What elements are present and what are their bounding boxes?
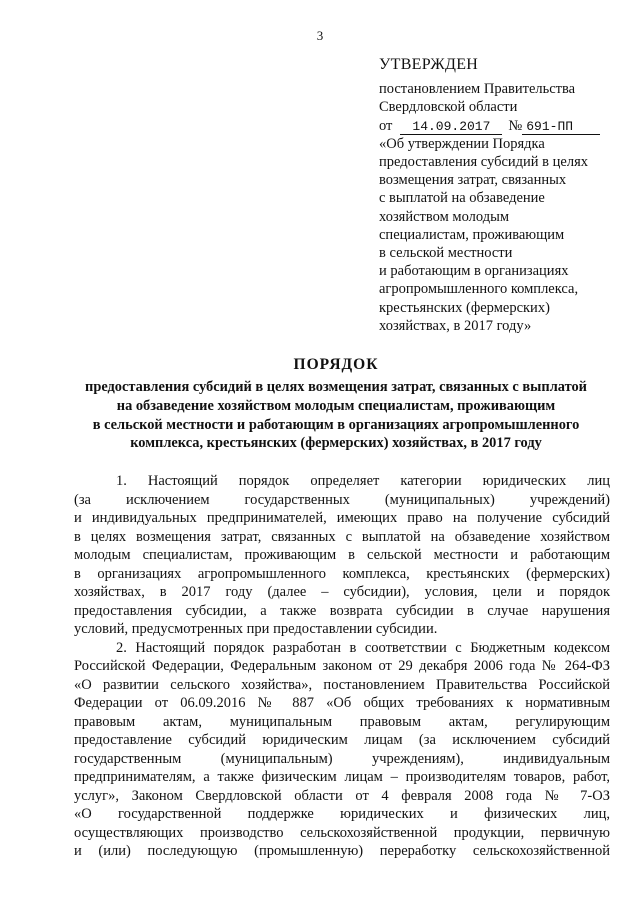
- paragraph-line: и (или) последующую (промышленную) переработку сельскохозяйственной: [74, 843, 610, 859]
- paragraph-line: предоставления субсидии, а также возврата субсидии в случае нарушения: [74, 602, 610, 619]
- subtitle-line: на обзаведение хозяйством молодым специалистам, проживающим: [116, 397, 556, 414]
- paragraph-line: правовым актам, муниципальным правовым актам, регулирующим: [74, 713, 610, 730]
- paragraph-line: хозяйствах, в 2017 году (далее – субсидии), условия, цели и порядок: [74, 584, 610, 600]
- approval-title-line: специалистам, проживающим: [379, 226, 565, 243]
- approval-title-line: в сельской местности: [379, 245, 513, 262]
- paragraph-line: (за исключением государственных (муниципальных) учреждений): [74, 491, 610, 508]
- paragraph-line: 1. Настоящий порядок определяет категории юридических лиц: [116, 473, 610, 489]
- paragraph-line: в целях возмещения затрат, связанных с выплатой на обзаведение хозяйством: [74, 528, 610, 545]
- page-number: 3: [316, 28, 324, 43]
- approval-title-line: хозяйством молодым: [379, 208, 509, 225]
- subtitle-line: в сельской местности и работающим в организациях агропромышленного: [92, 416, 580, 433]
- decree-date: 14.09.2017: [400, 119, 502, 135]
- document-body: [74, 472, 610, 861]
- approval-title-line: хозяйствах, в 2017 году»: [379, 317, 532, 334]
- approval-title-line: агропромышленного комплекса,: [379, 281, 579, 298]
- number-prefix: №: [508, 117, 523, 134]
- approval-title-line: возмещения затрат, связанных: [379, 172, 567, 189]
- approval-title-line: и работающим в организациях: [379, 263, 569, 280]
- document-title-block: [56, 356, 616, 453]
- decree-number: 691-ПП: [522, 119, 600, 135]
- subtitle-line: комплекса, крестьянских (фермерских) хозяйствах, в 2017 году: [130, 435, 542, 452]
- paragraph-line: предоставление субсидий юридическим лицам (за исключением субсидий: [74, 732, 610, 748]
- paragraph-1: [74, 472, 610, 639]
- approval-date-line: [379, 117, 619, 135]
- date-prefix: от: [379, 117, 393, 134]
- paragraph-2: [74, 639, 610, 861]
- document-title: ПОРЯДОК: [293, 356, 379, 373]
- paragraph-line: предпринимателям, а также физическим лицам – производителям товаров, работ,: [74, 769, 610, 785]
- approval-line-1: постановлением Правительства: [379, 81, 576, 98]
- paragraph-line: государственным (муниципальным) учреждениям), индивидуальным: [74, 750, 610, 767]
- approval-title-line: «Об утверждении Порядка: [379, 135, 545, 152]
- document-subtitle: [56, 378, 616, 453]
- approval-line-2: Свердловской области: [379, 99, 518, 116]
- paragraph-line: молодым специалистам, проживающим в сельской местности и работающим: [74, 547, 610, 563]
- paragraph-line: «О государственной поддержке юридических и физических лиц,: [74, 806, 610, 822]
- approval-title-line: крестьянских (фермерских): [379, 299, 550, 316]
- paragraph-line: Федерации от 06.09.2016 № 887 «Об общих требованиях к нормативным: [74, 695, 610, 711]
- paragraph-line: осуществляющих производство сельскохозяйственной продукции, первичную: [74, 824, 610, 841]
- approval-block: [379, 56, 619, 335]
- paragraph-line: в организациях агропромышленного комплекса, крестьянских (фермерских): [74, 565, 610, 582]
- approval-title-line: предоставления субсидий в целях: [379, 154, 588, 171]
- paragraph-line: «О развитии сельского хозяйства», постановлением Правительства Российской: [74, 676, 610, 693]
- paragraph-line: Российской Федерации, Федеральным законом от 29 декабря 2006 года № 264-ФЗ: [74, 658, 610, 674]
- approval-title-line: с выплатой на обзаведение: [379, 190, 545, 207]
- paragraph-line: и индивидуальных предпринимателей, имеющих право на получение субсидий: [74, 510, 610, 526]
- subtitle-line: предоставления субсидий в целях возмещения затрат, связанных с выплатой: [85, 379, 587, 395]
- paragraph-line: условий, предусмотренных при предоставлении субсидии.: [74, 621, 438, 637]
- approval-heading: УТВЕРЖДЕН: [379, 56, 479, 73]
- paragraph-line: 2. Настоящий порядок разработан в соответствии с Бюджетным кодексом: [116, 639, 610, 656]
- paragraph-line: услуг», Законом Свердловской области от 4 февраля 2008 года № 7-ОЗ: [74, 787, 610, 804]
